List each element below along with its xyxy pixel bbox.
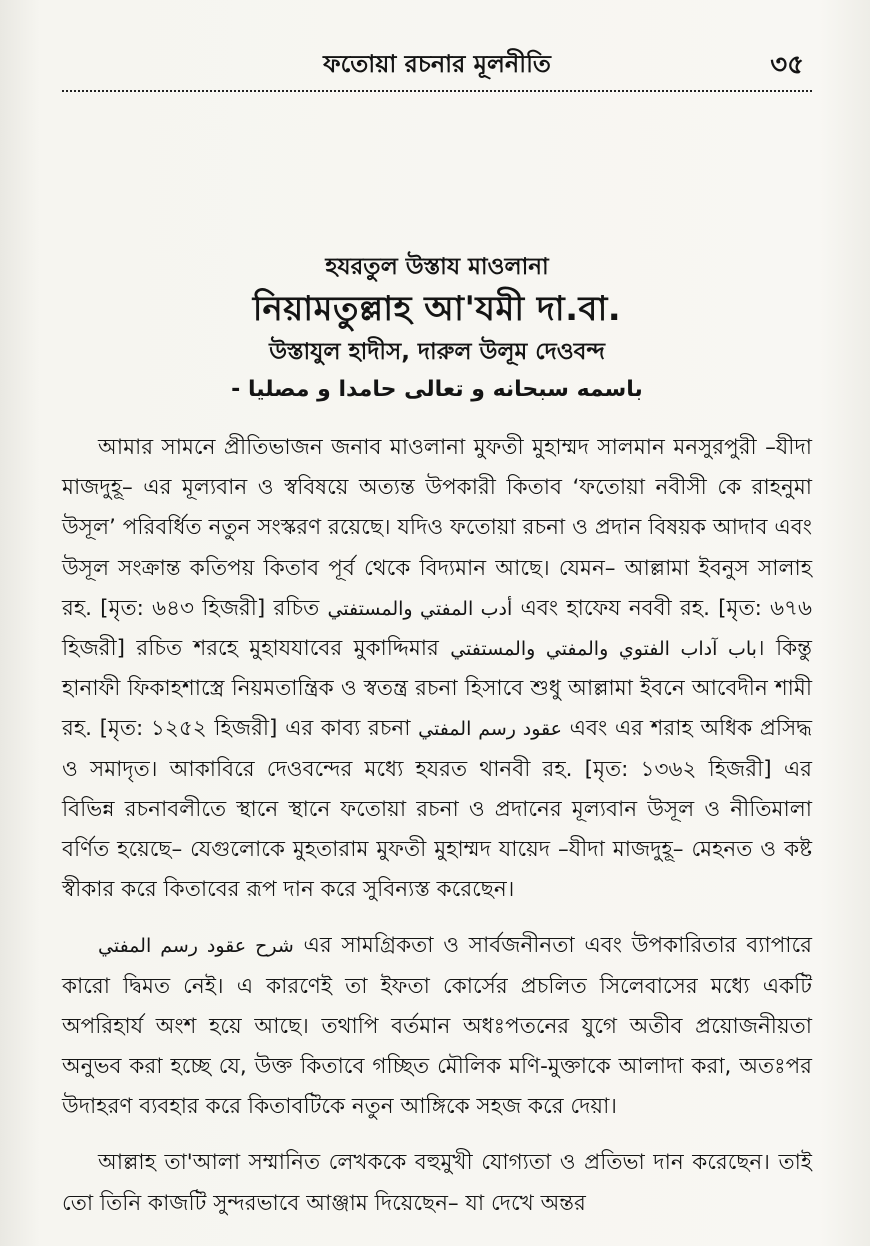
arabic-phrase: عقود رسم المفتي bbox=[418, 718, 562, 741]
page-number: ৩৫ bbox=[770, 50, 804, 80]
paragraph-3: আল্লাহ তা'আলা সম্মানিত লেখককে বহুমুখী যোগ্যতা ও প্রতিভা দান করেছেন। তাই তো তিনি কাজটি সুন্দরভাবে আঞ্জাম দিয়েছেন– যা দেখে অন্তর bbox=[62, 1150, 812, 1216]
arabic-phrase: باب آداب الفتوي والمفتي والمستفتي bbox=[450, 638, 757, 661]
body-text bbox=[62, 428, 812, 1240]
author-name: নিয়ামতুল্লাহ আ'যমী দা.বা. bbox=[252, 289, 622, 329]
paragraph-2: شرح عقود رسم المفتي এর সামগ্রিকতা ও সার্বজনীনতা এবং উপকারিতার ব্যাপারে কারো দ্বিমত নেই। এ কারণেই তা ইফতা কোর্সের প্রচলিত সিলেবাসের মধ্যে একটি অপরিহার্য অংশ হয়ে আছে। তথাপি বর্তমান অধঃপতনের যুগে অতীব প্রয়োজনীয়তা অনুভব করা হচ্ছে যে, উক্ত কিতাবে গচ্ছিত মৌলিক মণি-মুক্তাকে আলাদা করা, অতঃপর উদাহরণ ব্যবহার করে কিতাবটিকে নতুন আঙ্গিকে সহজ করে দেয়া। bbox=[62, 933, 812, 1120]
arabic-invocation: باسمه سبحانه و تعالى حامدا و مصليا - bbox=[231, 377, 643, 402]
running-title: ফতোয়া রচনার মূলনীতি bbox=[323, 50, 551, 78]
author-position: উস্তাযুল হাদীস, দারুল উলূম দেওবন্দ bbox=[269, 339, 605, 365]
author-honorific: হযরতুল উস্তায মাওলানা bbox=[325, 254, 549, 280]
arabic-phrase: شرح عقود رسم المفتي bbox=[98, 935, 294, 958]
author-heading bbox=[62, 250, 812, 410]
paragraph-1: আমার সামনে প্রীতিভাজন জনাব মাওলানা মুফতী মুহাম্মদ সালমান মনসুরপুরী –যীদা মাজদুহূ– এর মূল্যবান ও স্ববিষয়ে অত্যন্ত উপকারী কিতাব ‘ফতোয়া নবীসী কে রাহনুমা উসূল’ পরিবর্ধিত নতুন সংস্করণ রয়েছে। যদিও ফতোয়া রচনা ও প্রদান বিষয়ক আদাব এবং উসূল সংক্রান্ত কতিপয় কিতাব পূর্ব থেকে বিদ্যমান আছে। যেমন– আল্লামা ইবনুস সালাহ রহ. [মৃত: ৬৪৩ হিজরী] রচিত أدب المفتي والمستفتي এবং হাফেয নববী রহ. [মৃত: ৬৭৬ হিজরী] রচিত শরহে মুহাযযাবের মুকাদ্দিমার باب آداب الفتوي والمفتي والمستفتي। কিন্তু হানাফী ফিকাহশাস্ত্রে নিয়মতান্ত্রিক ও স্বতন্ত্র রচনা হিসাবে শুধু আল্লামা ইবনে আবেদীন শামী রহ. [মৃত: ১২৫২ হিজরী] এর কাব্য রচনা عقود رسم المفتي এবং এর শরাহ অধিক প্রসিদ্ধ ও সমাদৃত। আকাবিরে দেওবন্দের মধ্যে হযরত থানবী রহ. [মৃত: ১৩৬২ হিজরী] এর বিভিন্ন রচনাবলীতে স্থানে স্থানে ফতোয়া রচনা ও প্রদানের মূল্যবান উসূল ও নীতিমালা বর্ণিত হয়েছে– যেগুলোকে মুহতারাম মুফতী মুহাম্মদ যায়েদ –যীদা মাজদুহূ– মেহনত ও কষ্ট স্বীকার করে কিতাবের রূপ দান করে সুবিন্যস্ত করেছেন। bbox=[62, 435, 813, 903]
arabic-phrase: أدب المفتي والمستفتي bbox=[327, 597, 513, 620]
page-header bbox=[62, 38, 812, 92]
